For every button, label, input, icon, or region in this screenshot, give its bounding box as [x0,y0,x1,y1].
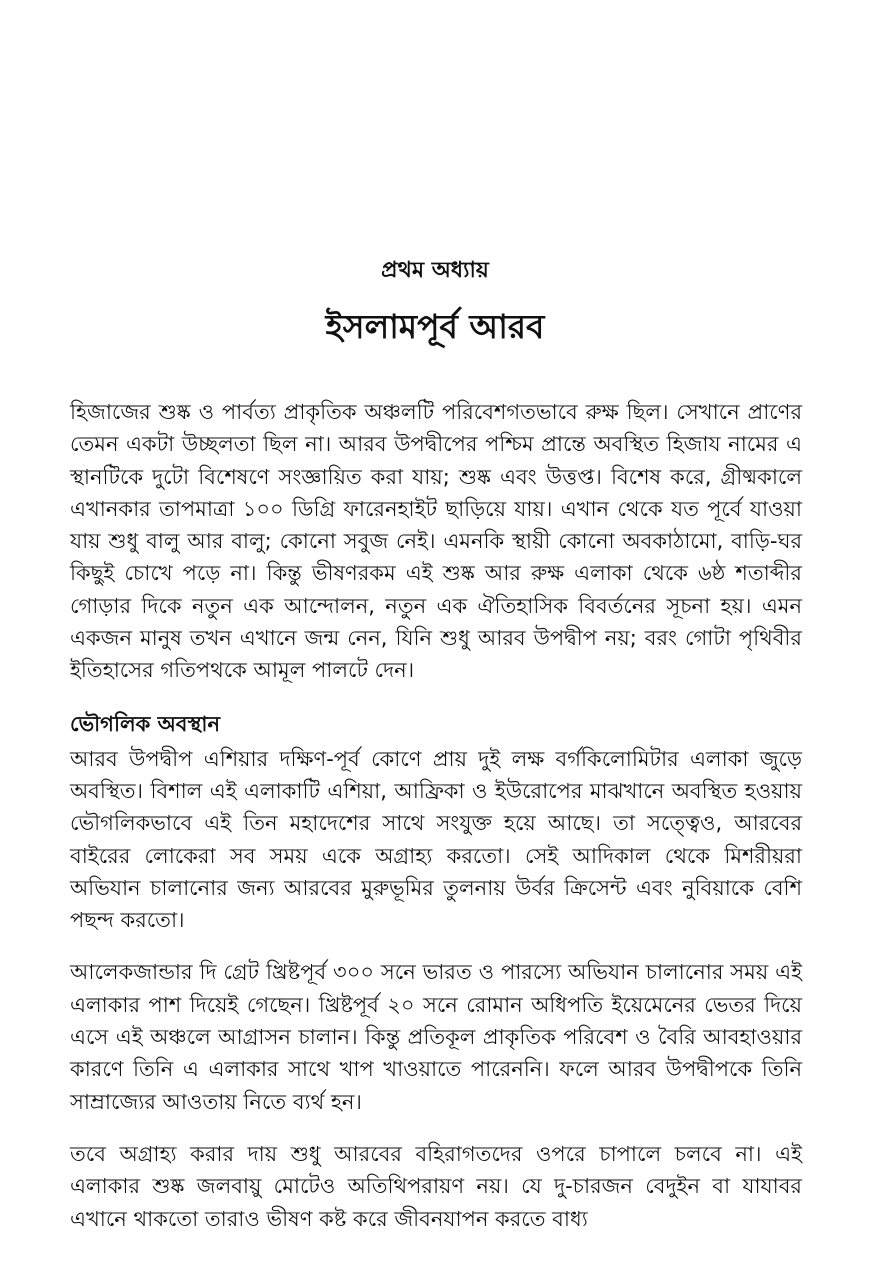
section-paragraph-3: তবে অগ্রাহ্য করার দায় শুধু আরবের বহিরাগতদের ওপরে চাপালে চলবে না। এই এলাকার শুষ্ক জলবায়ু মোটেও অতিথিপরায়ণ নয়। যে দু-চারজন বেদুইন বা যাযাবর এখানে থাকতো তারাও ভীষণ কষ্ট করে জীবনযাপন করতে বাধ্য [70,1141,802,1231]
intro-paragraph: হিজাজের শুষ্ক ও পার্বত্য প্রাকৃতিক অঞ্চলটি পরিবেশগতভাবে রুক্ষ ছিল। সেখানে প্রাণের তেমন একটা উচ্ছলতা ছিল না। আরব উপদ্বীপের পশ্চিম প্রান্তে অবস্থিত হিজায নামের এ স্থানটিকে দুটো বিশেষণে সংজ্ঞায়িত করা যায়; শুষ্ক এবং উত্তপ্ত। বিশেষ করে, গ্রীষ্মকালে এখানকার তাপমাত্রা ১০০ ডিগ্রি ফারেনহাইট ছাড়িয়ে যায়। এখান থেকে যত পূর্বে যাওয়া যায় শুধু বালু আর বালু; কোনো সবুজ নেই। এমনকি স্থায়ী কোনো অবকাঠামো, বাড়ি-ঘর কিছুই চোখে পড়ে না। কিন্তু ভীষণরকম এই শুষ্ক আর রুক্ষ এলাকা থেকে ৬ষ্ঠ শতাব্দীর গোড়ার দিকে নতুন এক আন্দোলন, নতুন এক ঐতিহাসিক বিবর্তনের সূচনা হয়। এমন একজন মানুষ তখন এখানে জন্ম নেন, যিনি শুধু আরব উপদ্বীপ নয়; বরং গোটা পৃথিবীর ইতিহাসের গতিপথকে আমূল পালটে দেন। [70,400,802,683]
chapter-title: ইসলামপূর্ব আরব [325,307,545,346]
section-paragraph-2: আলেকজান্ডার দি গ্রেট খ্রিষ্টপূর্ব ৩০০ সনে ভারত ও পারস্যে অভিযান চালানোর সময় এই এলাকার পাশ দিয়েই গেছেন। খ্রিষ্টপূর্ব ২০ সনে রোমান অধিপতি ইয়েমেনের ভেতর দিয়ে এসে এই অঞ্চলে আগ্রাসন চালান। কিন্তু প্রতিকূল প্রাকৃতিক পরিবেশ ও বৈরি আবহাওয়ার কারণে তিনি এ এলাকার সাথে খাপ খাওয়াতে পারেননি। ফলে আরব উপদ্বীপকে তিনি সাম্রাজ্যের আওতায় নিতে ব্যর্থ হন। [70,960,802,1114]
page-body [70,396,802,1235]
section-heading: ভৌগলিক অবস্থান [70,711,220,736]
section-paragraph-1: আরব উপদ্বীপ এশিয়ার দক্ষিণ-পূর্ব কোণে প্রায় দুই লক্ষ বর্গকিলোমিটার এলাকা জুড়ে অবস্থিত। বিশাল এই এলাকাটি এশিয়া, আফ্রিকা ও ইউরোপের মাঝখানে অবস্থিত হওয়ায় ভৌগলিকভাবে এই তিন মহাদেশের সাথে সংযুক্ত হয়ে আছে। তা সত্ত্বেও, আরবের বাইরের লোকেরা সব সময় একে অগ্রাহ্য করতো। সেই আদিকাল থেকে মিশরীয়রা অভিযান চালানোর জন্য আরবের মুরুভূমির তুলনায় উর্বর ক্রিসেন্ট এবং নুবিয়াকে বেশি পছন্দ করতো। [70,746,802,933]
chapter-label: প্রথম অধ্যায় [381,258,489,283]
